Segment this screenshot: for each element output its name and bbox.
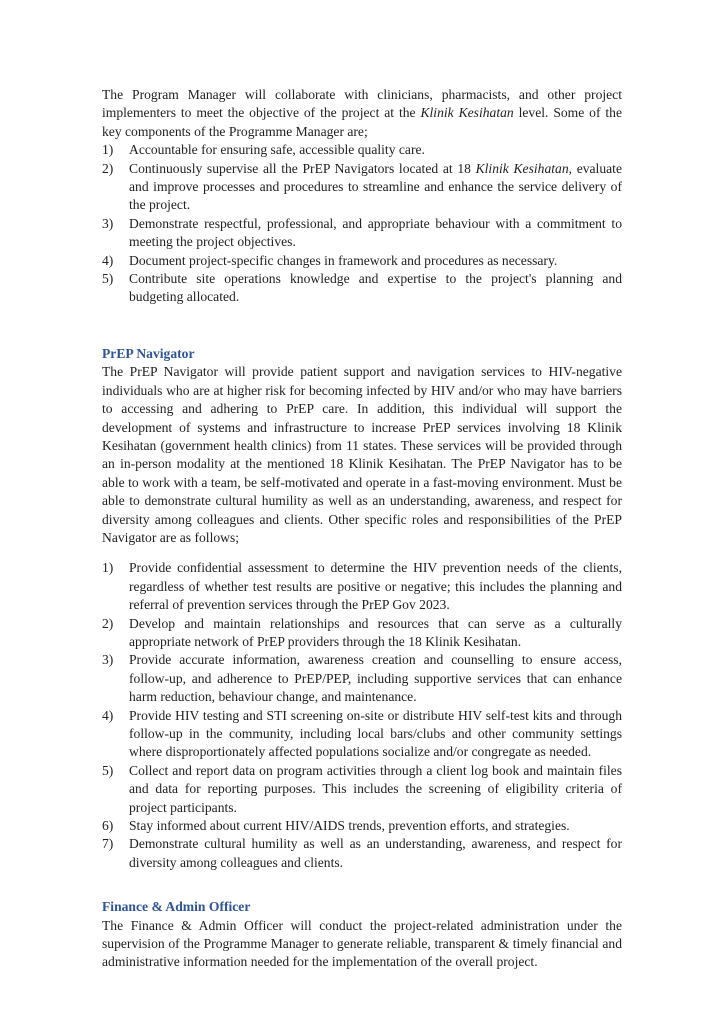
list-item-number: 1)	[102, 142, 114, 158]
list-item-number: 7)	[102, 836, 114, 852]
list-item-text: Provide HIV testing and STI screening on-site or distribute HIV self-test kits and through follow-up in the community, including local bars/clubs and other community settings where disproportionately affected populations socialize and/or congregate as needed.	[129, 707, 622, 760]
list-item-text	[129, 160, 622, 215]
list-item	[102, 559, 622, 614]
list-item-number: 5)	[102, 271, 114, 287]
list-item	[102, 141, 622, 159]
list-item-number: 3)	[102, 652, 114, 668]
program-manager-intro-paragraph	[102, 86, 622, 141]
list-item	[102, 651, 622, 706]
list-item-text: Collect and report data on program activities through a client log book and maintain files and data for reporting purposes. This includes the screening of eligibility criteria of project participants.	[129, 762, 622, 815]
list-item	[102, 707, 622, 762]
list-item-text: Provide confidential assessment to determine the HIV prevention needs of the clients, regardless of whether test results are positive or negative; this includes the planning and referral of prevention services through the PrEP Gov 2023.	[129, 560, 622, 613]
list-item-text: Stay informed about current HIV/AIDS trends, prevention efforts, and strategies.	[129, 818, 570, 834]
list-item-number: 3)	[102, 215, 114, 231]
list-item-number: 4)	[102, 707, 114, 723]
list-item-run: , evaluate and improve processes and procedures to streamline and enhance the service delivery of the project.	[129, 160, 622, 213]
list-item	[102, 252, 622, 270]
list-item-run: Continuously supervise all the PrEP Navigators located at 18	[129, 160, 476, 176]
list-item-text: Demonstrate cultural humility as well as an understanding, awareness, and respect for diversity among colleagues and clients.	[129, 836, 622, 870]
list-item	[102, 817, 622, 835]
list-item-text: Demonstrate respectful, professional, and appropriate behaviour with a commitment to meeting the project objectives.	[129, 215, 622, 250]
intro-run: level. Some of the key components of the Programme Manager are;	[102, 105, 623, 139]
list-item-number: 1)	[102, 560, 114, 576]
list-item-number: 5)	[102, 762, 114, 778]
list-item-text: Accountable for ensuring safe, accessible quality care.	[129, 142, 425, 158]
prep-navigator-intro-paragraph: The PrEP Navigator will provide patient support and navigation services to HIV-negative individuals who are at higher risk for becoming infected by HIV and/or who may have barriers to accessing and adhering to PrEP care. In addition, this individual will support the development of systems and infrastructure to increase PrEP services involving 18 Klinik Kesihatan (government health clinics) from 11 states. These services will be provided through an in-person modality at the mentioned 18 Klinik Kesihatan. The PrEP Navigator has to be able to work with a team, be self-motivated and operate in a fast-moving environment. Must be able to demonstrate cultural humility as well as an understanding, awareness, and respect for diversity among colleagues and clients. Other specific roles and responsibilities of the PrEP Navigator are as follows;	[102, 364, 622, 545]
list-item	[102, 762, 622, 817]
list-item	[102, 835, 622, 872]
list-item-text: Document project-specific changes in framework and procedures as necessary.	[129, 252, 558, 268]
intro-run-italic: Klinik Kesihatan	[420, 105, 514, 121]
list-item	[102, 615, 622, 652]
section-spacer	[102, 307, 622, 345]
list-item-text: Provide accurate information, awareness creation and counselling to ensure access, follow-up, and adherence to PrEP/PEP, including supportive services that can enhance harm reduction, behaviour change, and maintenance.	[129, 652, 622, 705]
list-item-number: 4)	[102, 252, 114, 268]
list-item-text: Contribute site operations knowledge and expertise to the project's planning and budgeting allocated.	[129, 271, 622, 305]
intro-run: The Program Manager will collaborate with clinicians, pharmacists, and other project implementers to meet the objective of the project at the	[102, 87, 622, 121]
list-item-number: 2)	[102, 615, 114, 631]
list-item	[102, 160, 622, 215]
prep-navigator-duties-list	[102, 559, 622, 872]
list-item-text: Develop and maintain relationships and resources that can serve as a culturally appropriate network of PrEP providers through the 18 Klinik Kesihatan.	[129, 615, 622, 649]
section-heading-prep-navigator: PrEP Navigator	[102, 345, 195, 361]
list-item-number: 6)	[102, 818, 114, 834]
list-item-number: 2)	[102, 160, 114, 176]
list-item	[102, 215, 622, 252]
list-item-run-italic: Klinik Kesihatan	[475, 160, 569, 176]
section-heading-finance-admin: Finance & Admin Officer	[102, 899, 251, 915]
section-spacer	[102, 872, 622, 898]
program-manager-duties-list	[102, 141, 622, 307]
list-spacer	[102, 547, 622, 559]
list-item	[102, 270, 622, 307]
finance-admin-intro-paragraph: The Finance & Admin Officer will conduct the project-related administration under the supervision of the Programme Manager to generate reliable, transparent & timely financial and administrative information needed for the implementation of the overall project.	[102, 917, 622, 970]
